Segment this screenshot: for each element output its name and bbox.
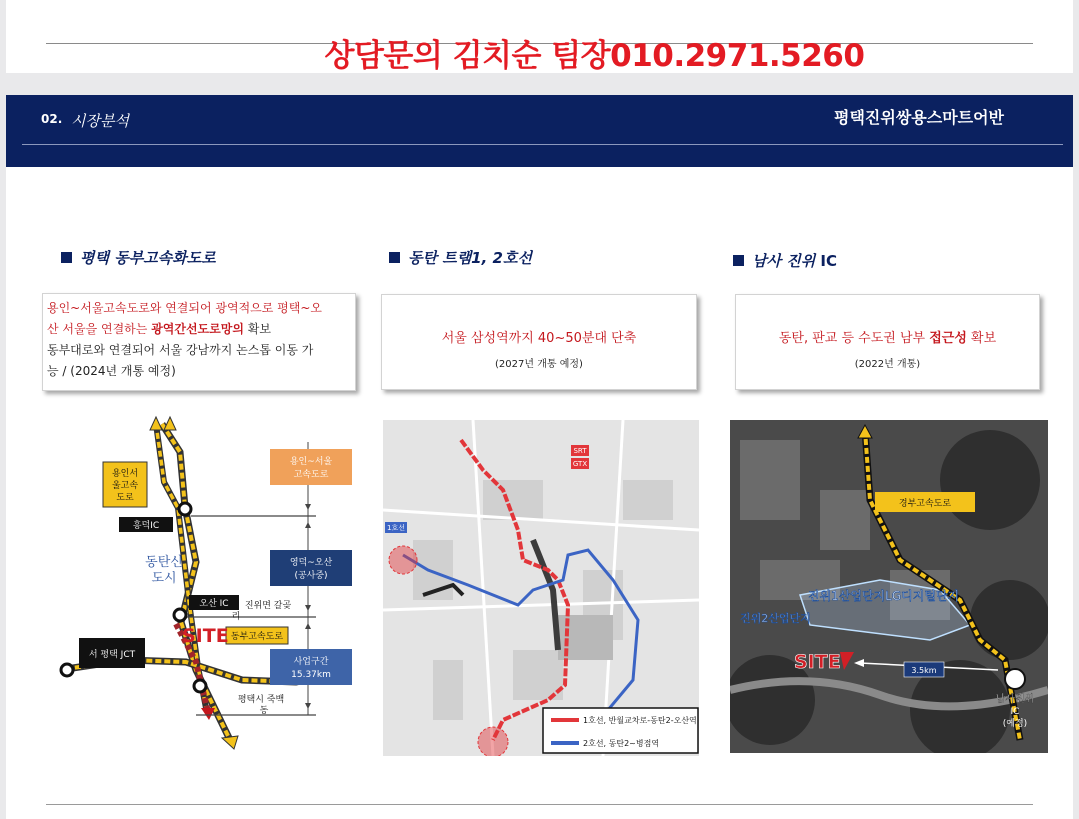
box-line-2: 산 서울을 연결하는 광역간선도로망의 확보 xyxy=(47,322,271,336)
srt-tag: SRT xyxy=(573,447,587,455)
label-osan-ic: 오산 IC xyxy=(199,599,229,609)
west-jct-node xyxy=(61,664,73,676)
box-line-1: 용인~서울고속도로와 연결되어 광역적으로 평택~오 xyxy=(47,301,322,315)
column-heading-tram: 동탄 트램1, 2호선 xyxy=(389,247,532,268)
column-heading-highway: 평택 동부고속화도로 xyxy=(61,247,216,268)
svg-text:영덕~오산: 영덕~오산 xyxy=(289,558,333,568)
ic-main-text: 동탄, 판교 등 수도권 남부 접근성 확보 xyxy=(778,331,997,346)
highway-route-map xyxy=(46,412,366,757)
jukbaek-node xyxy=(194,680,206,692)
info-box-highway xyxy=(42,293,356,391)
ic-aerial-map xyxy=(730,420,1048,753)
square-bullet-icon xyxy=(389,252,400,263)
label-jinwi-1: 진위면 갈곶 xyxy=(244,601,292,611)
label-yongin-1: 용인서 xyxy=(111,469,139,479)
tram-main-text: 서울 삼성역까지 40~50분대 단축 xyxy=(441,331,637,346)
tram-sub-text: (2027년 개통 예정) xyxy=(495,359,583,370)
ic-label-1: 남사진위 xyxy=(995,694,1035,705)
legend-line-1: 1호선, 반월교차로-동탄2-오산역 xyxy=(583,716,697,725)
svg-text:고속도로: 고속도로 xyxy=(293,470,329,480)
column-heading-ic: 남사 진위 IC xyxy=(733,250,837,271)
tram-route-map xyxy=(383,420,699,756)
osan-ic-node xyxy=(174,609,186,621)
label-dongtan-2: 도시 xyxy=(151,571,177,586)
legend-line-2: 2호선, 동탄2~병점역 xyxy=(583,739,660,748)
svg-text:사업구간: 사업구간 xyxy=(293,657,329,667)
top-contact-area xyxy=(6,0,1073,73)
distance-label: 3.5km xyxy=(911,666,937,675)
section-header xyxy=(6,95,1073,167)
section-number: 02. xyxy=(41,112,63,126)
box-line-3: 동부대로와 연결되어 서울 강남까지 논스톱 이동 가 xyxy=(47,343,314,357)
label-jinwi-2: 리 xyxy=(231,612,241,622)
expressway-label: 경부고속도로 xyxy=(898,499,952,509)
label-east-hwy: 동부고속도로 xyxy=(230,632,284,642)
info-box-tram xyxy=(381,294,697,390)
label-jukbaek-2: 동 xyxy=(259,706,269,716)
ic-node xyxy=(1005,669,1025,689)
label-dongtan-1: 동탄신 xyxy=(145,555,183,570)
label-west-jct: 서 평택 JCT xyxy=(88,650,136,660)
heungdeok-ic-node xyxy=(179,503,191,515)
ic-sub-text: (2022년 개통) xyxy=(854,359,921,370)
square-bullet-icon xyxy=(61,252,72,263)
svg-text:15.37km: 15.37km xyxy=(291,670,331,680)
slide-body xyxy=(6,167,1073,819)
site-label: SITE xyxy=(794,651,841,673)
header-rule xyxy=(22,144,1063,145)
svg-text:용인~서울: 용인~서울 xyxy=(289,457,333,467)
section-title: 시장분석 xyxy=(71,112,129,130)
label-site: SITE xyxy=(182,625,229,647)
line1-tag: 1호선 xyxy=(387,524,405,532)
label-yongin-2: 울고속 xyxy=(111,481,139,491)
complex-label: 진위1산업단지LG디지털단지 xyxy=(808,589,960,603)
square-bullet-icon xyxy=(733,255,744,266)
label-yongin-3: 도로 xyxy=(116,493,134,503)
gtx-tag: GTX xyxy=(572,460,588,468)
ic-label-3: (예정) xyxy=(1002,719,1028,729)
bottom-rule xyxy=(46,804,1033,805)
label-jukbaek-1: 평택시 죽백 xyxy=(237,695,285,705)
contact-banner: 상담문의 김치순 팀장010.2971.5260 xyxy=(324,38,865,74)
svg-text:(공사중): (공사중) xyxy=(294,571,328,581)
info-box-ic xyxy=(735,294,1040,390)
box-line-4: 능 / (2024년 개통 예정) xyxy=(47,364,176,378)
project-name: 평택진위쌍용스마트어반 xyxy=(834,108,1005,127)
label-heungdeok-ic: 흥덕IC xyxy=(132,521,160,531)
ic-label-2: IC xyxy=(1010,707,1020,717)
complex2-label: 진위2산업단지 xyxy=(740,612,811,625)
